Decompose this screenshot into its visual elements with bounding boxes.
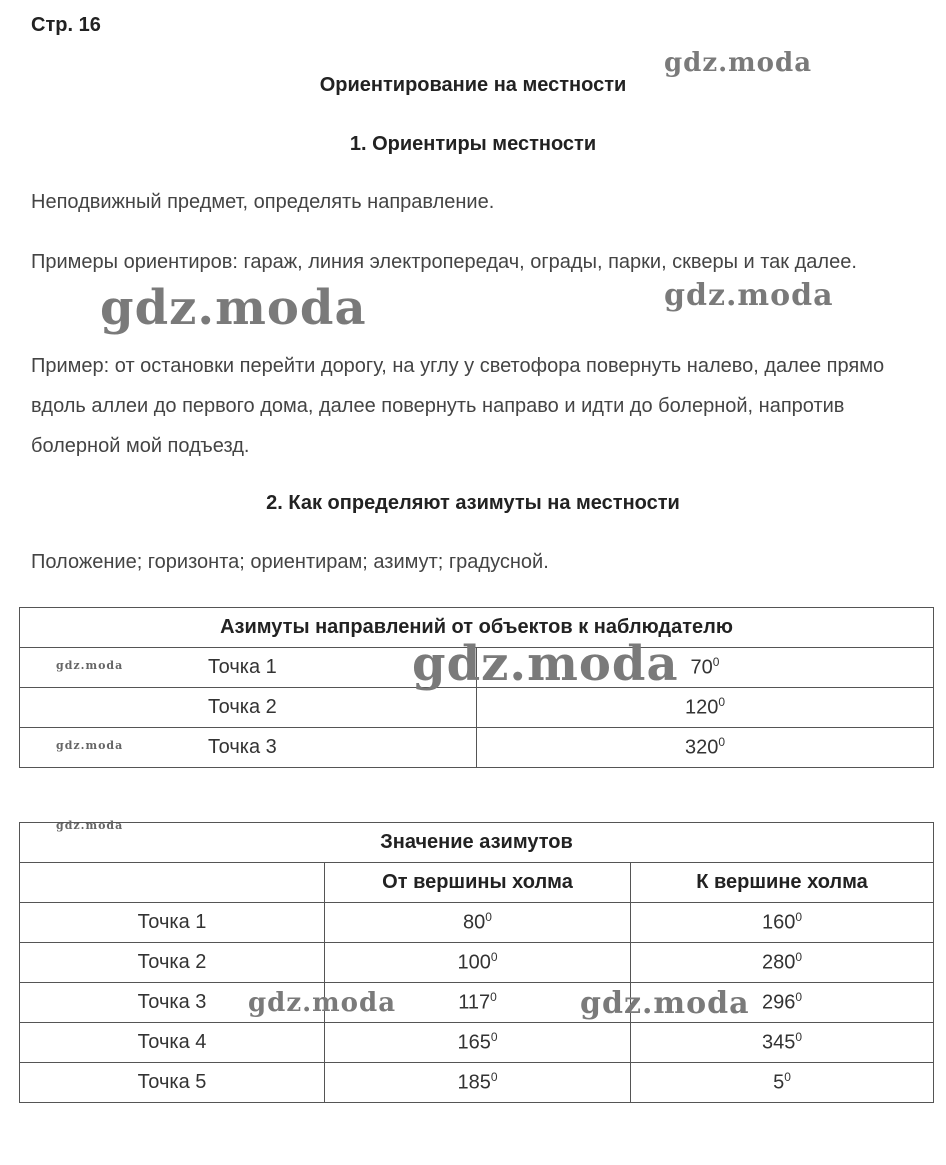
- table2-from: $165^0$: [325, 1023, 631, 1063]
- table-row: [20, 983, 934, 1023]
- watermark: gdz.moda: [100, 280, 367, 336]
- table-row: [20, 943, 934, 983]
- table2-header-from: От вершины холма: [325, 863, 631, 903]
- table2-point: Точка 1: [20, 903, 325, 943]
- table2-to: $296^0$: [631, 983, 934, 1023]
- watermark: gdz.moda: [248, 988, 397, 1018]
- azimuth-values-table: [19, 822, 934, 1103]
- watermark: gdz.moda: [56, 819, 124, 832]
- table2-from: $117^0$: [325, 983, 631, 1023]
- section2-paragraph-1: Положение; горизонта; ориентирам; азимут; градусной.: [31, 551, 549, 573]
- table2-from: $80^0$: [325, 903, 631, 943]
- table2-header-empty: [20, 863, 325, 903]
- table2-point: Точка 2: [20, 943, 325, 983]
- watermark: gdz.moda: [664, 278, 834, 313]
- table-row: [20, 728, 934, 768]
- table2-to: $345^0$: [631, 1023, 934, 1063]
- table-row: [20, 688, 934, 728]
- table1-value: $120^0$: [477, 688, 934, 728]
- table2-header-to: К вершине холма: [631, 863, 934, 903]
- watermark: gdz.moda: [580, 986, 750, 1021]
- table-row: [20, 1023, 934, 1063]
- watermark: gdz.moda: [664, 48, 813, 78]
- watermark: gdz.moda: [56, 739, 124, 752]
- watermark: gdz.moda: [56, 659, 124, 672]
- table1-value: $320^0$: [477, 728, 934, 768]
- table2-title: Значение азимутов: [20, 823, 934, 863]
- table1-point: Точка 2: [20, 688, 477, 728]
- watermark: gdz.moda: [412, 636, 679, 692]
- table2-point: Точка 3: [20, 983, 325, 1023]
- table1-point: Точка 1: [20, 648, 477, 688]
- table2-point: Точка 5: [20, 1063, 325, 1103]
- table2-to: $160^0$: [631, 903, 934, 943]
- table2-to: $280^0$: [631, 943, 934, 983]
- table-row: [20, 903, 934, 943]
- page-title: Ориентирование на местности: [319, 74, 627, 96]
- table2-point: Точка 4: [20, 1023, 325, 1063]
- table2-to: $5^0$: [631, 1063, 934, 1103]
- section1-paragraph-2: Примеры ориентиров: гараж, линия электропередач, ограды, парки, скверы и так далее.: [31, 251, 857, 273]
- section1-paragraph-3: Пример: от остановки перейти дорогу, на углу у светофора повернуть налево, далее прямо вдоль аллеи до первого дома, далее повернуть направо и идти до болерной, напротив болерной мой подъезд.: [31, 355, 885, 457]
- table-row: [20, 1063, 934, 1103]
- table2-from: $185^0$: [325, 1063, 631, 1103]
- table2-from: $100^0$: [325, 943, 631, 983]
- section1-paragraph-1: Неподвижный предмет, определять направление.: [31, 191, 495, 213]
- table1-point: Точка 3: [20, 728, 477, 768]
- section1-heading: 1. Ориентиры местности: [349, 133, 597, 155]
- table1-title: Азимуты направлений от объектов к наблюдателю: [20, 608, 934, 648]
- section2-heading: 2. Как определяют азимуты на местности: [266, 492, 680, 514]
- page-number: Стр. 16: [31, 14, 101, 36]
- table1-value: $70^0$: [477, 648, 934, 688]
